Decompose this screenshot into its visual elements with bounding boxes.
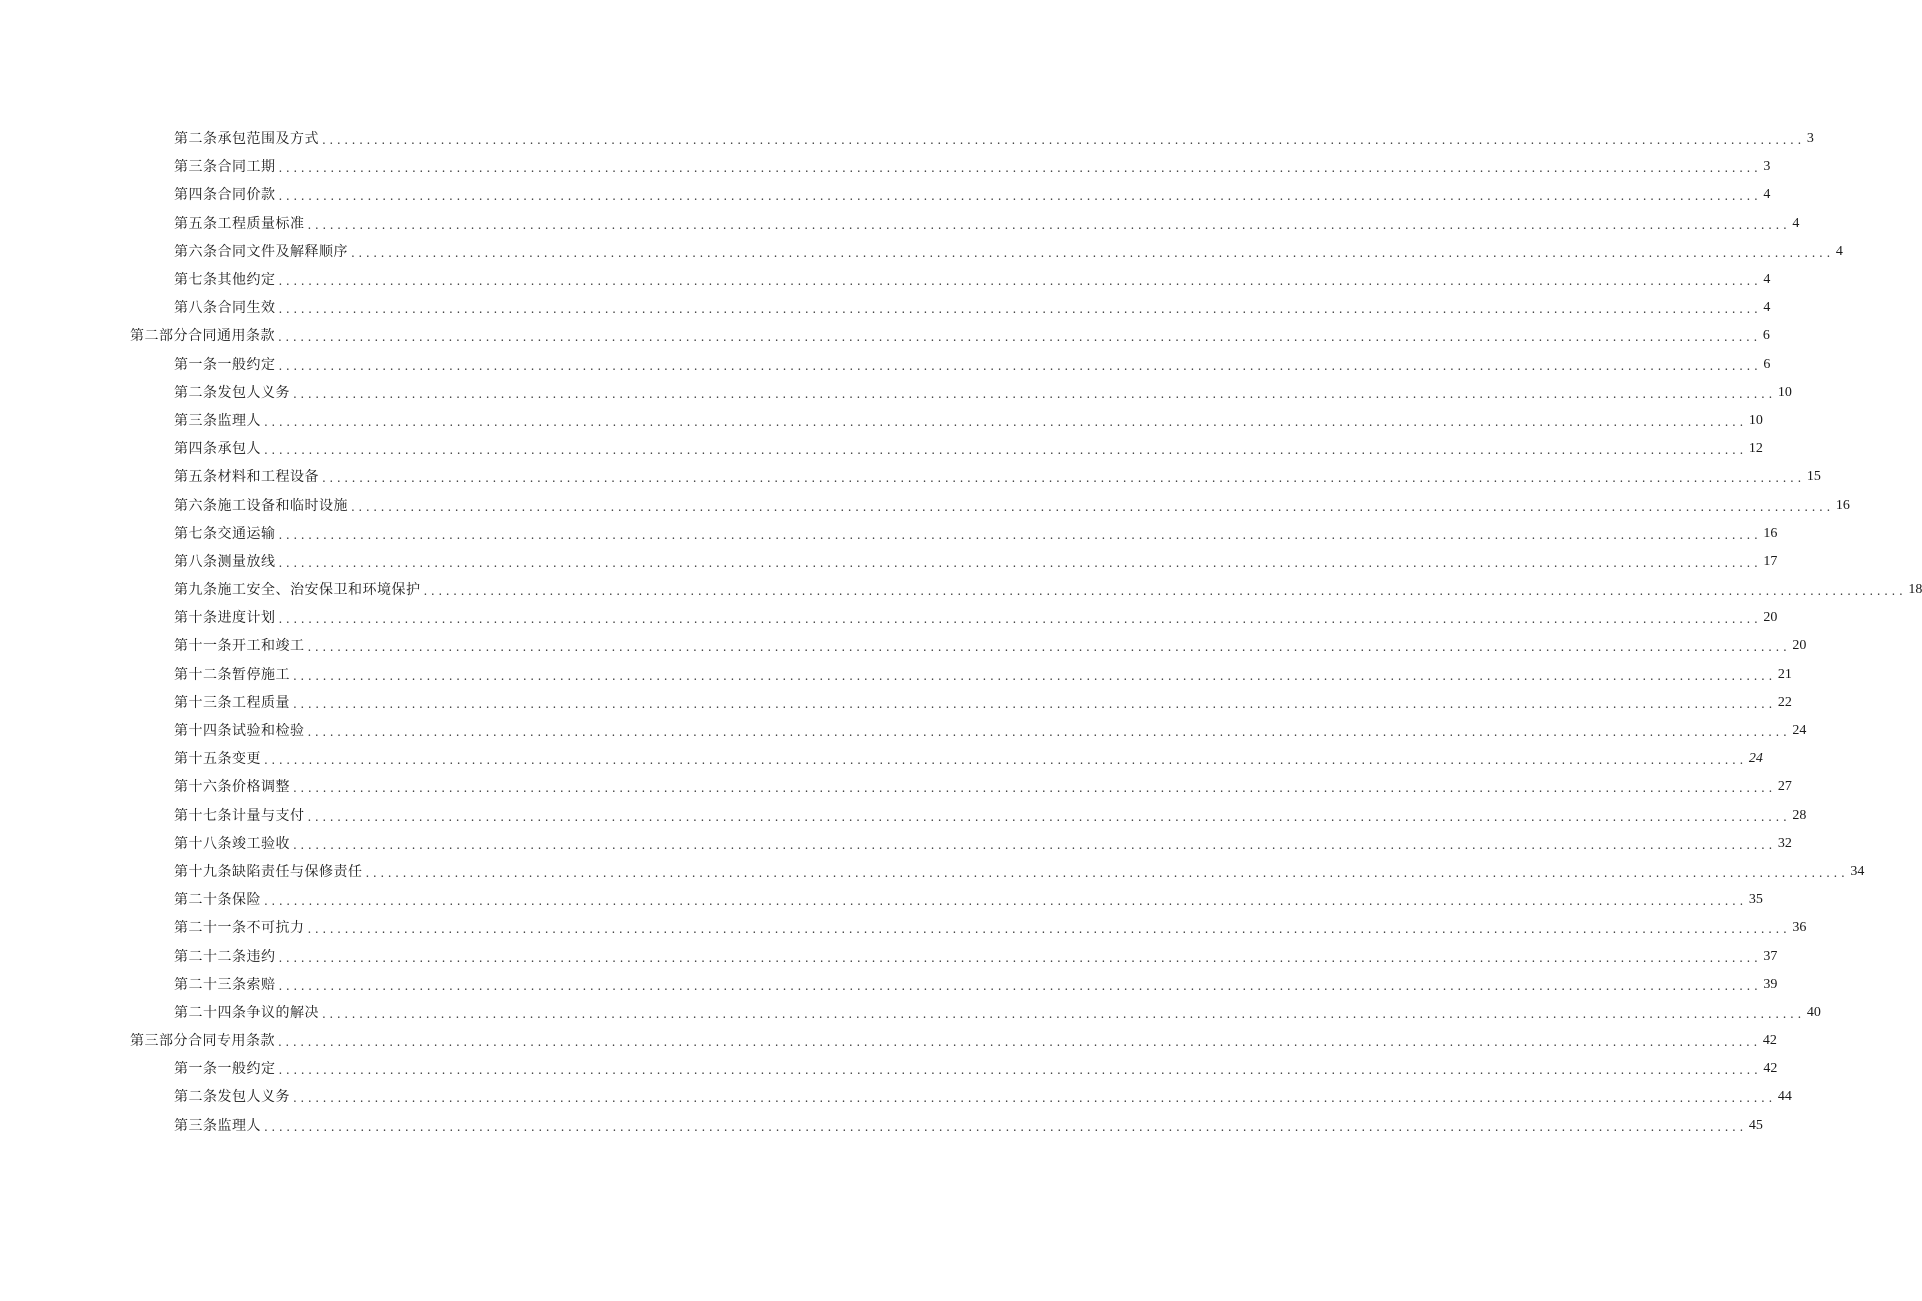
toc-entry-page-number: 36 xyxy=(1792,920,1807,936)
toc-clause-entry[interactable] xyxy=(0,1112,1763,1140)
toc-clause-entry[interactable] xyxy=(0,294,1771,322)
toc-dot-leader: ........................................................................................................................................................................................................ xyxy=(293,781,1776,796)
toc-entry-title: 第二条发包人义务 xyxy=(174,384,290,401)
toc-entry-title: 第十八条竣工验收 xyxy=(174,835,290,852)
toc-entry-page-number: 3 xyxy=(1806,131,1814,147)
toc-entry-title: 第十九条缺陷责任与保修责任 xyxy=(174,863,363,880)
toc-dot-leader: ........................................................................................................................................................................................................ xyxy=(423,584,1907,599)
toc-clause-entry[interactable] xyxy=(0,745,1763,773)
toc-entry-title: 第二条发包人义务 xyxy=(174,1089,290,1106)
toc-entry-title: 第七条其他约定 xyxy=(174,272,276,289)
toc-clause-entry[interactable] xyxy=(0,858,1865,886)
toc-entry-title: 第二十二条违约 xyxy=(174,948,276,965)
toc-clause-entry[interactable] xyxy=(0,1055,1778,1083)
toc-entry-title: 第七条交通运输 xyxy=(174,525,276,542)
toc-entry-title: 第四条合同价款 xyxy=(174,187,276,204)
toc-clause-entry[interactable] xyxy=(0,181,1771,209)
toc-dot-leader: ........................................................................................................................................................................................................ xyxy=(264,753,1747,768)
toc-dot-leader: ........................................................................................................................................................................................................ xyxy=(278,1035,1761,1050)
toc-dot-leader: ........................................................................................................................................................................................................ xyxy=(307,217,1791,232)
toc-dot-leader: ........................................................................................................................................................................................................ xyxy=(293,696,1776,711)
toc-clause-entry[interactable] xyxy=(0,238,1843,266)
toc-part-entry[interactable] xyxy=(0,1027,1777,1055)
toc-clause-entry[interactable] xyxy=(0,914,1807,942)
toc-entry-page-number: 24 xyxy=(1748,751,1763,767)
toc-dot-leader: ........................................................................................................................................................................................................ xyxy=(278,330,1761,345)
toc-entry-title: 第二部分合同通用条款 xyxy=(130,328,275,345)
toc-clause-entry[interactable] xyxy=(0,717,1807,745)
toc-dot-leader: ........................................................................................................................................................................................................ xyxy=(307,640,1791,655)
toc-dot-leader: ........................................................................................................................................................................................................ xyxy=(351,499,1834,514)
toc-clause-entry[interactable] xyxy=(0,491,1850,519)
toc-clause-entry[interactable] xyxy=(0,125,1814,153)
toc-dot-leader: ........................................................................................................................................................................................................ xyxy=(293,668,1776,683)
toc-clause-entry[interactable] xyxy=(0,266,1771,294)
toc-entry-page-number: 45 xyxy=(1748,1117,1763,1133)
toc-clause-entry[interactable] xyxy=(0,942,1778,970)
toc-entry-page-number: 24 xyxy=(1792,723,1807,739)
toc-dot-leader: ........................................................................................................................................................................................................ xyxy=(278,161,1762,176)
toc-dot-leader: ........................................................................................................................................................................................................ xyxy=(264,443,1747,458)
toc-entry-page-number: 16 xyxy=(1835,497,1850,513)
toc-clause-entry[interactable] xyxy=(0,576,1922,604)
toc-entry-page-number: 10 xyxy=(1777,384,1792,400)
toc-clause-entry[interactable] xyxy=(0,463,1821,491)
toc-entry-page-number: 44 xyxy=(1777,1089,1792,1105)
toc-entry-page-number: 3 xyxy=(1763,159,1771,175)
toc-clause-entry[interactable] xyxy=(0,1083,1792,1111)
toc-entry-title: 第十七条计量与支付 xyxy=(174,807,305,824)
toc-dot-leader: ........................................................................................................................................................................................................ xyxy=(278,189,1762,204)
toc-entry-title: 第八条测量放线 xyxy=(174,553,276,570)
toc-entry-title: 第八条合同生效 xyxy=(174,300,276,317)
toc-entry-page-number: 4 xyxy=(1763,272,1771,288)
toc-part-entry[interactable] xyxy=(0,322,1770,350)
toc-entry-title: 第十三条工程质量 xyxy=(174,694,290,711)
toc-dot-leader: ........................................................................................................................................................................................................ xyxy=(278,358,1762,373)
toc-entry-title: 第二十一条不可抗力 xyxy=(174,920,305,937)
toc-entry-title: 第十五条变更 xyxy=(174,751,261,768)
toc-entry-page-number: 6 xyxy=(1762,328,1770,344)
toc-entry-page-number: 18 xyxy=(1908,582,1922,598)
toc-entry-title: 第三部分合同专用条款 xyxy=(130,1033,275,1050)
toc-entry-title: 第二十四条争议的解决 xyxy=(174,1004,319,1021)
toc-entry-page-number: 37 xyxy=(1763,948,1778,964)
table-of-contents xyxy=(0,125,1922,1140)
toc-entry-title: 第二十三条索赔 xyxy=(174,976,276,993)
toc-dot-leader: ........................................................................................................................................................................................................ xyxy=(278,1063,1762,1078)
toc-dot-leader: ........................................................................................................................................................................................................ xyxy=(351,245,1834,260)
toc-dot-leader: ........................................................................................................................................................................................................ xyxy=(307,922,1791,937)
toc-entry-title: 第五条材料和工程设备 xyxy=(174,469,319,486)
toc-entry-page-number: 39 xyxy=(1763,976,1778,992)
toc-entry-page-number: 20 xyxy=(1763,610,1778,626)
toc-entry-title: 第十二条暂停施工 xyxy=(174,666,290,683)
toc-entry-page-number: 17 xyxy=(1763,553,1778,569)
toc-entry-page-number: 28 xyxy=(1792,807,1807,823)
toc-dot-leader: ........................................................................................................................................................................................................ xyxy=(293,1091,1776,1106)
toc-clause-entry[interactable] xyxy=(0,548,1778,576)
toc-entry-title: 第一条一般约定 xyxy=(174,356,276,373)
toc-entry-title: 第三条合同工期 xyxy=(174,159,276,176)
toc-clause-entry[interactable] xyxy=(0,153,1771,181)
toc-entry-page-number: 4 xyxy=(1763,187,1771,203)
toc-dot-leader: ........................................................................................................................................................................................................ xyxy=(322,1006,1805,1021)
toc-entry-title: 第十六条价格调整 xyxy=(174,779,290,796)
toc-clause-entry[interactable] xyxy=(0,773,1792,801)
toc-clause-entry[interactable] xyxy=(0,604,1778,632)
toc-dot-leader: ........................................................................................................................................................................................................ xyxy=(264,894,1747,909)
toc-entry-page-number: 6 xyxy=(1763,356,1771,372)
toc-clause-entry[interactable] xyxy=(0,520,1778,548)
toc-clause-entry[interactable] xyxy=(0,802,1807,830)
toc-entry-page-number: 4 xyxy=(1763,300,1771,316)
toc-dot-leader: ........................................................................................................................................................................................................ xyxy=(293,386,1776,401)
toc-entry-page-number: 34 xyxy=(1850,863,1865,879)
toc-entry-title: 第三条监理人 xyxy=(174,412,261,429)
toc-entry-title: 第二十条保险 xyxy=(174,892,261,909)
toc-entry-page-number: 15 xyxy=(1806,469,1821,485)
toc-entry-title: 第十四条试验和检验 xyxy=(174,723,305,740)
toc-entry-page-number: 42 xyxy=(1763,1061,1778,1077)
toc-dot-leader: ........................................................................................................................................................................................................ xyxy=(365,865,1849,880)
toc-clause-entry[interactable] xyxy=(0,971,1778,999)
toc-dot-leader: ........................................................................................................................................................................................................ xyxy=(278,555,1762,570)
toc-dot-leader: ........................................................................................................................................................................................................ xyxy=(278,612,1762,627)
toc-clause-entry[interactable] xyxy=(0,886,1763,914)
toc-entry-page-number: 16 xyxy=(1763,525,1778,541)
toc-entry-title: 第二条承包范围及方式 xyxy=(174,131,319,148)
toc-entry-page-number: 20 xyxy=(1792,638,1807,654)
toc-entry-title: 第十条进度计划 xyxy=(174,610,276,627)
toc-entry-title: 第三条监理人 xyxy=(174,1117,261,1134)
toc-dot-leader: ........................................................................................................................................................................................................ xyxy=(278,274,1762,289)
toc-dot-leader: ........................................................................................................................................................................................................ xyxy=(322,133,1805,148)
toc-clause-entry[interactable] xyxy=(0,435,1763,463)
toc-dot-leader: ........................................................................................................................................................................................................ xyxy=(322,471,1805,486)
toc-clause-entry[interactable] xyxy=(0,210,1800,238)
toc-entry-title: 第六条合同文件及解释顺序 xyxy=(174,243,348,260)
toc-clause-entry[interactable] xyxy=(0,661,1792,689)
toc-entry-page-number: 40 xyxy=(1806,1004,1821,1020)
toc-dot-leader: ........................................................................................................................................................................................................ xyxy=(293,837,1776,852)
toc-entry-page-number: 27 xyxy=(1777,779,1792,795)
toc-dot-leader: ........................................................................................................................................................................................................ xyxy=(278,978,1762,993)
toc-clause-entry[interactable] xyxy=(0,379,1792,407)
toc-dot-leader: ........................................................................................................................................................................................................ xyxy=(278,527,1762,542)
toc-entry-page-number: 42 xyxy=(1762,1033,1777,1049)
toc-dot-leader: ........................................................................................................................................................................................................ xyxy=(264,414,1747,429)
toc-entry-page-number: 10 xyxy=(1748,412,1763,428)
toc-entry-page-number: 4 xyxy=(1792,215,1800,231)
toc-entry-page-number: 32 xyxy=(1777,835,1792,851)
toc-entry-title: 第四条承包人 xyxy=(174,441,261,458)
toc-clause-entry[interactable] xyxy=(0,830,1792,858)
toc-entry-page-number: 12 xyxy=(1748,441,1763,457)
toc-entry-page-number: 35 xyxy=(1748,892,1763,908)
toc-clause-entry[interactable] xyxy=(0,407,1763,435)
toc-dot-leader: ........................................................................................................................................................................................................ xyxy=(307,725,1791,740)
toc-entry-title: 第九条施工安全、治安保卫和环境保护 xyxy=(174,582,421,599)
toc-entry-title: 第一条一般约定 xyxy=(174,1061,276,1078)
toc-clause-entry[interactable] xyxy=(0,999,1821,1027)
toc-entry-page-number: 22 xyxy=(1777,694,1792,710)
toc-entry-title: 第十一条开工和竣工 xyxy=(174,638,305,655)
toc-dot-leader: ........................................................................................................................................................................................................ xyxy=(264,1119,1747,1134)
toc-entry-title: 第五条工程质量标准 xyxy=(174,215,305,232)
toc-clause-entry[interactable] xyxy=(0,689,1792,717)
toc-entry-title: 第六条施工设备和临时设施 xyxy=(174,497,348,514)
toc-entry-page-number: 21 xyxy=(1777,666,1792,682)
toc-dot-leader: ........................................................................................................................................................................................................ xyxy=(278,950,1762,965)
toc-entry-page-number: 4 xyxy=(1835,243,1843,259)
toc-clause-entry[interactable] xyxy=(0,632,1807,660)
toc-dot-leader: ........................................................................................................................................................................................................ xyxy=(307,809,1791,824)
toc-clause-entry[interactable] xyxy=(0,351,1771,379)
toc-dot-leader: ........................................................................................................................................................................................................ xyxy=(278,302,1762,317)
